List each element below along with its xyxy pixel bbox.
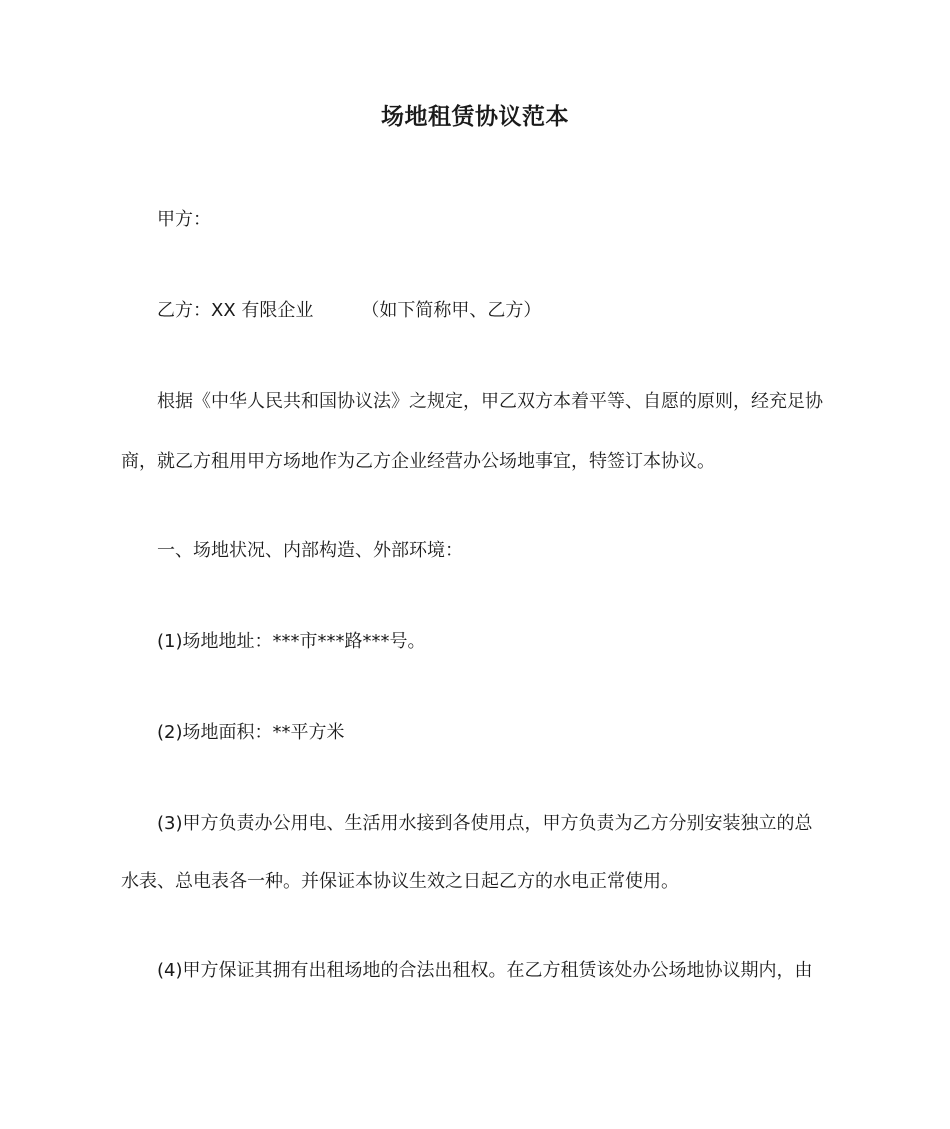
item-2: (2)场地面积：**平方米 — [157, 722, 345, 743]
item-1: (1)场地地址：***市***路***号。 — [157, 631, 426, 652]
section-1-heading: 一、场地状况、内部构造、外部环境： — [157, 540, 463, 561]
party-b-note: （如下简称甲、乙方） — [361, 300, 542, 321]
preamble-line-2: 商，就乙方租用甲方场地作为乙方企业经营办公场地事宜，特签订本协议。 — [121, 451, 715, 472]
item-4-line-1: (4)甲方保证其拥有出租场地的合法出租权。在乙方租赁该处办公场地协议期内，由 — [157, 960, 813, 981]
preamble-line-1: 根据《中华人民共和国协议法》之规定，甲乙双方本着平等、自愿的原则，经充足协 — [157, 391, 823, 412]
item-3-line-2: 水表、总电表各一种。并保证本协议生效之日起乙方的水电正常使用。 — [121, 871, 679, 892]
document-title: 场地租赁协议范本 — [381, 104, 569, 130]
party-b-line — [157, 298, 541, 324]
item-3-line-1: (3)甲方负责办公用电、生活用水接到各使用点，甲方负责为乙方分别安装独立的总 — [157, 813, 813, 834]
party-b-label: 乙方：XX 有限企业 — [157, 300, 314, 321]
party-a-line: 甲方： — [157, 209, 211, 230]
